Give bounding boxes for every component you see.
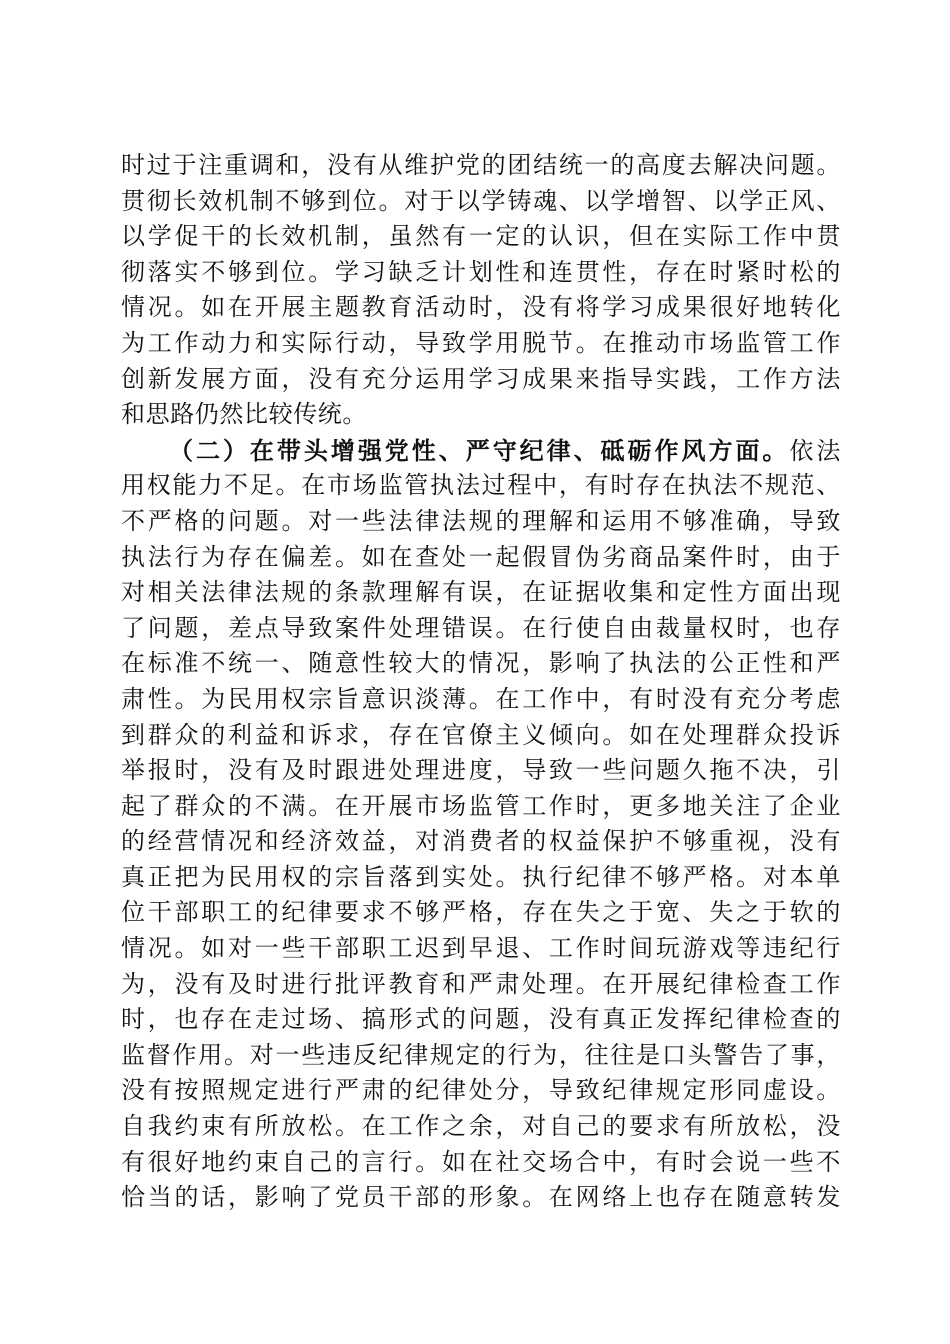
text-line: 执法行为存在偏差。如在查处一起假冒伪劣商品案件时，由于 xyxy=(121,542,841,571)
text-line: 自我约束有所放松。在工作之余，对自己的要求有所放松，没 xyxy=(121,1112,841,1141)
body-text xyxy=(121,148,841,1216)
text-line: 举报时，没有及时跟进处理进度，导致一些问题久拖不决，引 xyxy=(121,756,841,785)
text-line: 创新发展方面，没有充分运用学习成果来指导实践，工作方法 xyxy=(121,364,841,393)
text-line: 贯彻长效机制不够到位。对于以学铸魂、以学增智、以学正风、 xyxy=(121,186,841,215)
text-line: 了问题，差点导致案件处理错误。在行使自由裁量权时，也存 xyxy=(121,613,841,642)
text-line: 恰当的话，影响了党员干部的形象。在网络上也存在随意转发 xyxy=(121,1183,841,1212)
text-line: 彻落实不够到位。学习缺乏计划性和连贯性，存在时紧时松的 xyxy=(121,257,841,286)
text-line: 的经营情况和经济效益，对消费者的权益保护不够重视，没有 xyxy=(121,827,841,856)
text-line: 为工作动力和实际行动，导致学用脱节。在推动市场监管工作 xyxy=(121,328,841,357)
text-line: 不严格的问题。对一些法律法规的理解和运用不够准确，导致 xyxy=(121,506,841,535)
text-line: 对相关法律法规的条款理解有误，在证据收集和定性方面出现 xyxy=(121,578,841,607)
text-line: 情况。如在开展主题教育活动时，没有将学习成果很好地转化 xyxy=(121,293,841,322)
text-line: 情况。如对一些干部职工迟到早退、工作时间玩游戏等违纪行 xyxy=(121,934,841,963)
text-line: 以学促干的长效机制，虽然有一定的认识，但在实际工作中贯 xyxy=(121,222,841,251)
text-line: 真正把为民用权的宗旨落到实处。执行纪律不够严格。对本单 xyxy=(121,862,841,891)
text-line: 监督作用。对一些违反纪律规定的行为，往往是口头警告了事， xyxy=(121,1040,841,1069)
text-line: 没有按照规定进行严肃的纪律处分，导致纪律规定形同虚设。 xyxy=(121,1076,841,1105)
text-line: 为，没有及时进行批评教育和严肃处理。在开展纪律检查工作 xyxy=(121,969,841,998)
section-heading: （二）在带头增强党性、严守纪律、砥砺作风方面。 xyxy=(169,435,790,465)
text-line: 肃性。为民用权宗旨意识淡薄。在工作中，有时没有充分考虑 xyxy=(121,684,841,713)
section-heading-line xyxy=(121,433,841,469)
text-line: 时过于注重调和，没有从维护党的团结统一的高度去解决问题。 xyxy=(121,151,841,179)
text-line: 在标准不统一、随意性较大的情况，影响了执法的公正性和严 xyxy=(121,649,841,678)
text-line: 时，也存在走过场、搞形式的问题，没有真正发挥纪律检查的 xyxy=(121,1005,841,1034)
text-line: 位干部职工的纪律要求不够严格，存在失之于宽、失之于软的 xyxy=(121,898,841,927)
text-line: 起了群众的不满。在开展市场监管工作时，更多地关注了企业 xyxy=(121,791,841,820)
text-line: 到群众的利益和诉求，存在官僚主义倾向。如在处理群众投诉 xyxy=(121,720,841,749)
heading-line-continuation: 依法 xyxy=(789,436,841,465)
text-line: 和思路仍然比较传统。 xyxy=(121,400,367,429)
text-line: 用权能力不足。在市场监管执法过程中，有时存在执法不规范、 xyxy=(121,471,841,500)
text-line: 有很好地约束自己的言行。如在社交场合中，有时会说一些不 xyxy=(121,1147,841,1176)
